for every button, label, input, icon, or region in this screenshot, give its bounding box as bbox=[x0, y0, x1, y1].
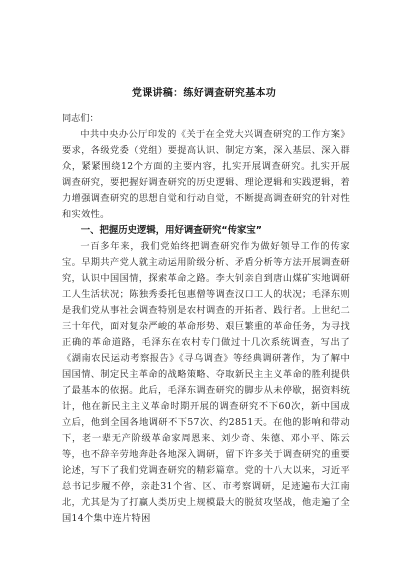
section-heading: 一、把握历史逻辑，用好调查研究“传家宝” bbox=[80, 225, 262, 236]
document-body bbox=[62, 111, 350, 527]
document-title: 党课讲稿：练好调查研究基本功 bbox=[131, 88, 277, 99]
intro-paragraph: 中共中央办公厅印发的《关于在全党大兴调查研究的工作方案》要求，各级党委（党组）要提高认识、制定方案，深入基层、深入群众，紧紧围绕12个方面的主要内容，扎实开展调查研究。扎实开展调查研究，要把握好调查研究的历史逻辑、理论逻辑和实践逻辑，着力增强调查研究的思想自觉和行动自觉，不断提高调查研究的针对性和实效性。 bbox=[62, 129, 350, 220]
salutation: 同志们： bbox=[62, 113, 99, 124]
section-paragraph: 一百多年来，我们党始终把调查研究作为做好领导工作的传家宝。早期共产党人就主动运用阶级分析、矛盾分析等方法开展调查研究，认识中国国情，探索革命之路。李大钊亲自到唐山煤矿实地调研工人生活状况；陈独秀委托包惠僧等调查汉口工人的状况；毛泽东则是我们党从事社会调查特别是农村调查的开拓者、践行者。上世纪二三十年代，面对复杂严峻的革命形势、艰巨繁重的革命任务，为寻找正确的革命道路，毛泽东在农村专门做过十几次系统调查，写出了《湖南农民运动考察报告》《寻乌调查》等经典调研著作，为了解中国国情、制定民主革命的战略策略、夺取新民主主义革命的胜利提供了最基本的依据。此后，毛泽东调查研究的脚步从未停歇，据资料统计，他在新民主主义革命时期开展的调查研究不下60次，新中国成立后，他到全国各地调研不下57次、约2851天。在他的影响和带动下，老一辈无产阶级革命家周恩来、刘少奇、朱德、邓小平、陈云等，也不辞辛劳地奔赴各地深入调研，留下许多关于调查研究的重要论述，写下了我们党调查研究的精彩篇章。党的十八大以来，习近平总书记步履不停，亲赴31个省、区、市考察调研，足迹遍布大江南北，尤其是为了打赢人类历史上规模最大的脱贫攻坚战，他走遍了全国14个集中连片特困 bbox=[62, 241, 350, 524]
